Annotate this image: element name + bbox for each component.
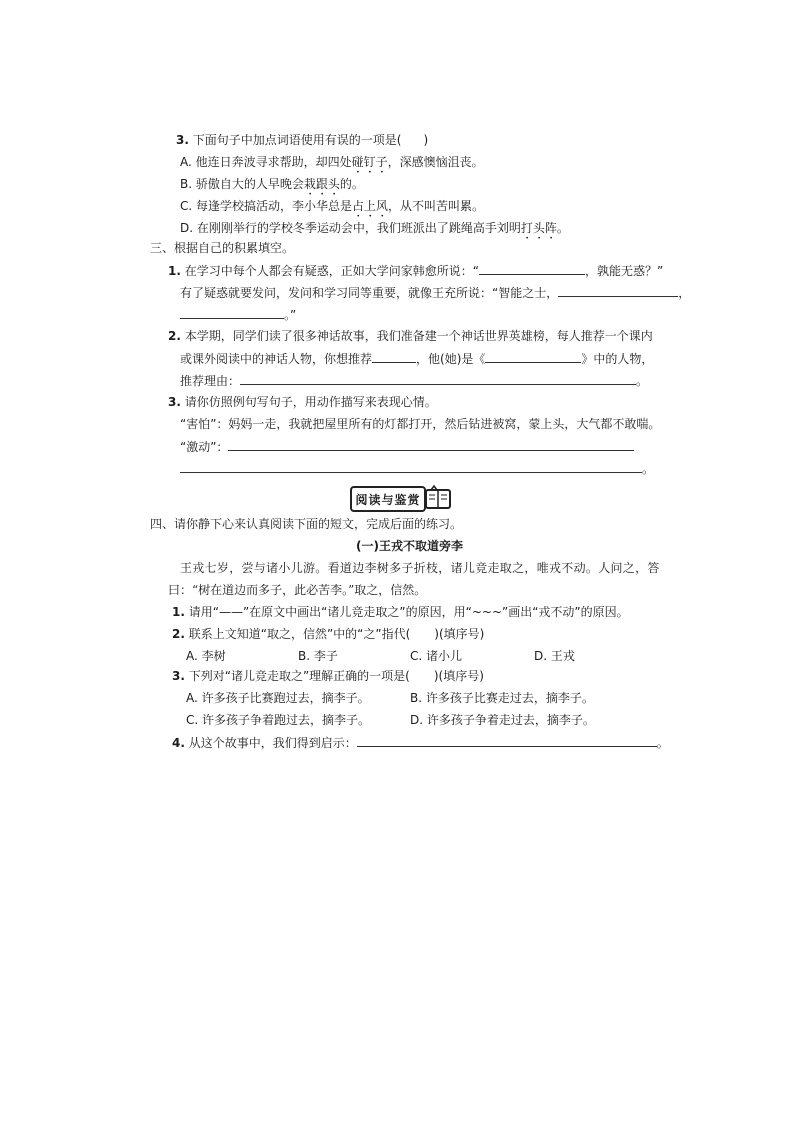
section3-heading: 三、根据自己的积累填空。: [150, 241, 295, 255]
q3-option-c: C. 每逢学校搞活动，李小华总是占上风，从不叫苦叫累。: [180, 199, 485, 213]
s4-q3-option-d[interactable]: D. 许多孩子争着走过去，摘李子。: [410, 713, 595, 727]
q3-option-c-dotted-word: 占上风: [352, 199, 389, 213]
banner-label: 阅读与鉴赏: [350, 486, 426, 512]
q3-number: 3.: [176, 133, 189, 147]
s4-q3: 3. 下列对“诸儿竞走取之”理解正确的一项是( )(填序号): [172, 669, 484, 683]
s3-q1-blank1[interactable]: [479, 262, 585, 275]
q3-stem-text: 下面句子中加点词语使用有误的一项是(: [192, 133, 402, 147]
s4-q3-option-b[interactable]: B. 许多孩子比赛走过去，摘李子。: [410, 691, 594, 705]
s4-q1: 1. 请用“——”在原文中画出“诸儿竞走取之”的原因，用“~~~”画出“戎不动”的原因。: [172, 605, 629, 619]
s3-q3-line3: “激动”：: [180, 438, 634, 455]
q3-stem: [176, 132, 428, 148]
s3-q3-blank2[interactable]: [180, 460, 642, 473]
q3-option-d: D. 在刚刚举行的学校冬季运动会中，我们班派出了跳绳高手刘明打头阵。: [180, 221, 569, 235]
section4-heading: 四、请你静下心来认真阅读下面的短文，完成后面的练习。: [150, 517, 463, 531]
s4-q4-blank[interactable]: [357, 734, 657, 747]
s3-q3-blank1[interactable]: [228, 438, 634, 451]
q3-option-a-dotted-word: 碰钉子: [351, 155, 388, 169]
s4-q2-option-a[interactable]: A. 李树: [186, 649, 226, 663]
s3-q2-blank-book[interactable]: [485, 350, 581, 363]
s3-q2-blank-reason[interactable]: [240, 372, 636, 385]
s3-q1-line3: 。”: [180, 306, 296, 323]
s4-q2-option-b[interactable]: B. 李子: [298, 649, 338, 663]
s3-q2-line3: 推荐理由： 。: [180, 374, 649, 388]
q3-option-d-dotted-word: 打头阵: [520, 221, 557, 235]
s4-q2-option-d[interactable]: D. 王戎: [534, 649, 575, 663]
s3-q2-blank-name[interactable]: [372, 350, 416, 363]
q3-option-a: A. 他连日奔波寻求帮助，却四处碰钉子，深感懊恼沮丧。: [180, 155, 484, 169]
passage-line2: 曰：“树在道边而多子，此必苦李。”取之，信然。: [168, 583, 427, 597]
s4-q3-option-a[interactable]: A. 许多孩子比赛跑过去，摘李子。: [186, 691, 370, 705]
passage-title: (一)王戎不取道旁李: [356, 539, 463, 553]
s4-q2-option-c[interactable]: C. 诸小儿: [410, 649, 463, 663]
q3-option-b-dotted-word: 栽跟头: [303, 177, 340, 191]
s4-q3-option-c[interactable]: C. 许多孩子争着跑过去，摘李子。: [186, 713, 371, 727]
s3-q1-blank2[interactable]: [558, 284, 678, 297]
s3-q1-blank3[interactable]: [180, 306, 284, 319]
passage-line1: 王戎七岁，尝与诸小儿游。看道边李树多子折枝，诸儿竞走取之，唯戎不动。人问之，答: [180, 561, 660, 575]
s3-q2-line2: 或课外阅读中的神话人物，你想推荐 ，他(她)是《 》中的人物，: [180, 352, 654, 366]
s3-q1-line2: 有了疑惑就要发问，发问和学习同等重要，就像王充所说：“智能之士， ，: [180, 286, 691, 300]
s3-q3-line1: 3. 请你仿照例句写句子，用动作描写来表现心情。: [168, 395, 437, 409]
s4-q2: 2. 联系上文知道“取之，信然”中的“之”指代( )(填序号): [172, 627, 485, 641]
s3-q1-line1: 1. 在学习中每个人都会有疑惑，正如大学问家韩愈所说：“ ，孰能无惑？”: [168, 264, 664, 278]
s3-q3-line4: 。: [180, 460, 654, 477]
s3-q3-example: “害怕”：妈妈一走，我就把屋里所有的灯都打开，然后钻进被窝，蒙上头，大气都不敢喘。: [180, 417, 661, 431]
q3-option-b: B. 骄傲自大的人早晚会栽跟头的。: [180, 177, 364, 191]
s3-q2-line1: 2. 本学期，同学们读了很多神话故事，我们准备建一个神话世界英雄榜，每人推荐一个课内: [168, 329, 653, 343]
book-icon: [424, 484, 452, 512]
s4-q4: 4. 从这个故事中，我们得到启示： 。: [172, 736, 669, 750]
q3-stem-end: ): [423, 133, 429, 147]
reading-section-banner: [350, 484, 454, 512]
